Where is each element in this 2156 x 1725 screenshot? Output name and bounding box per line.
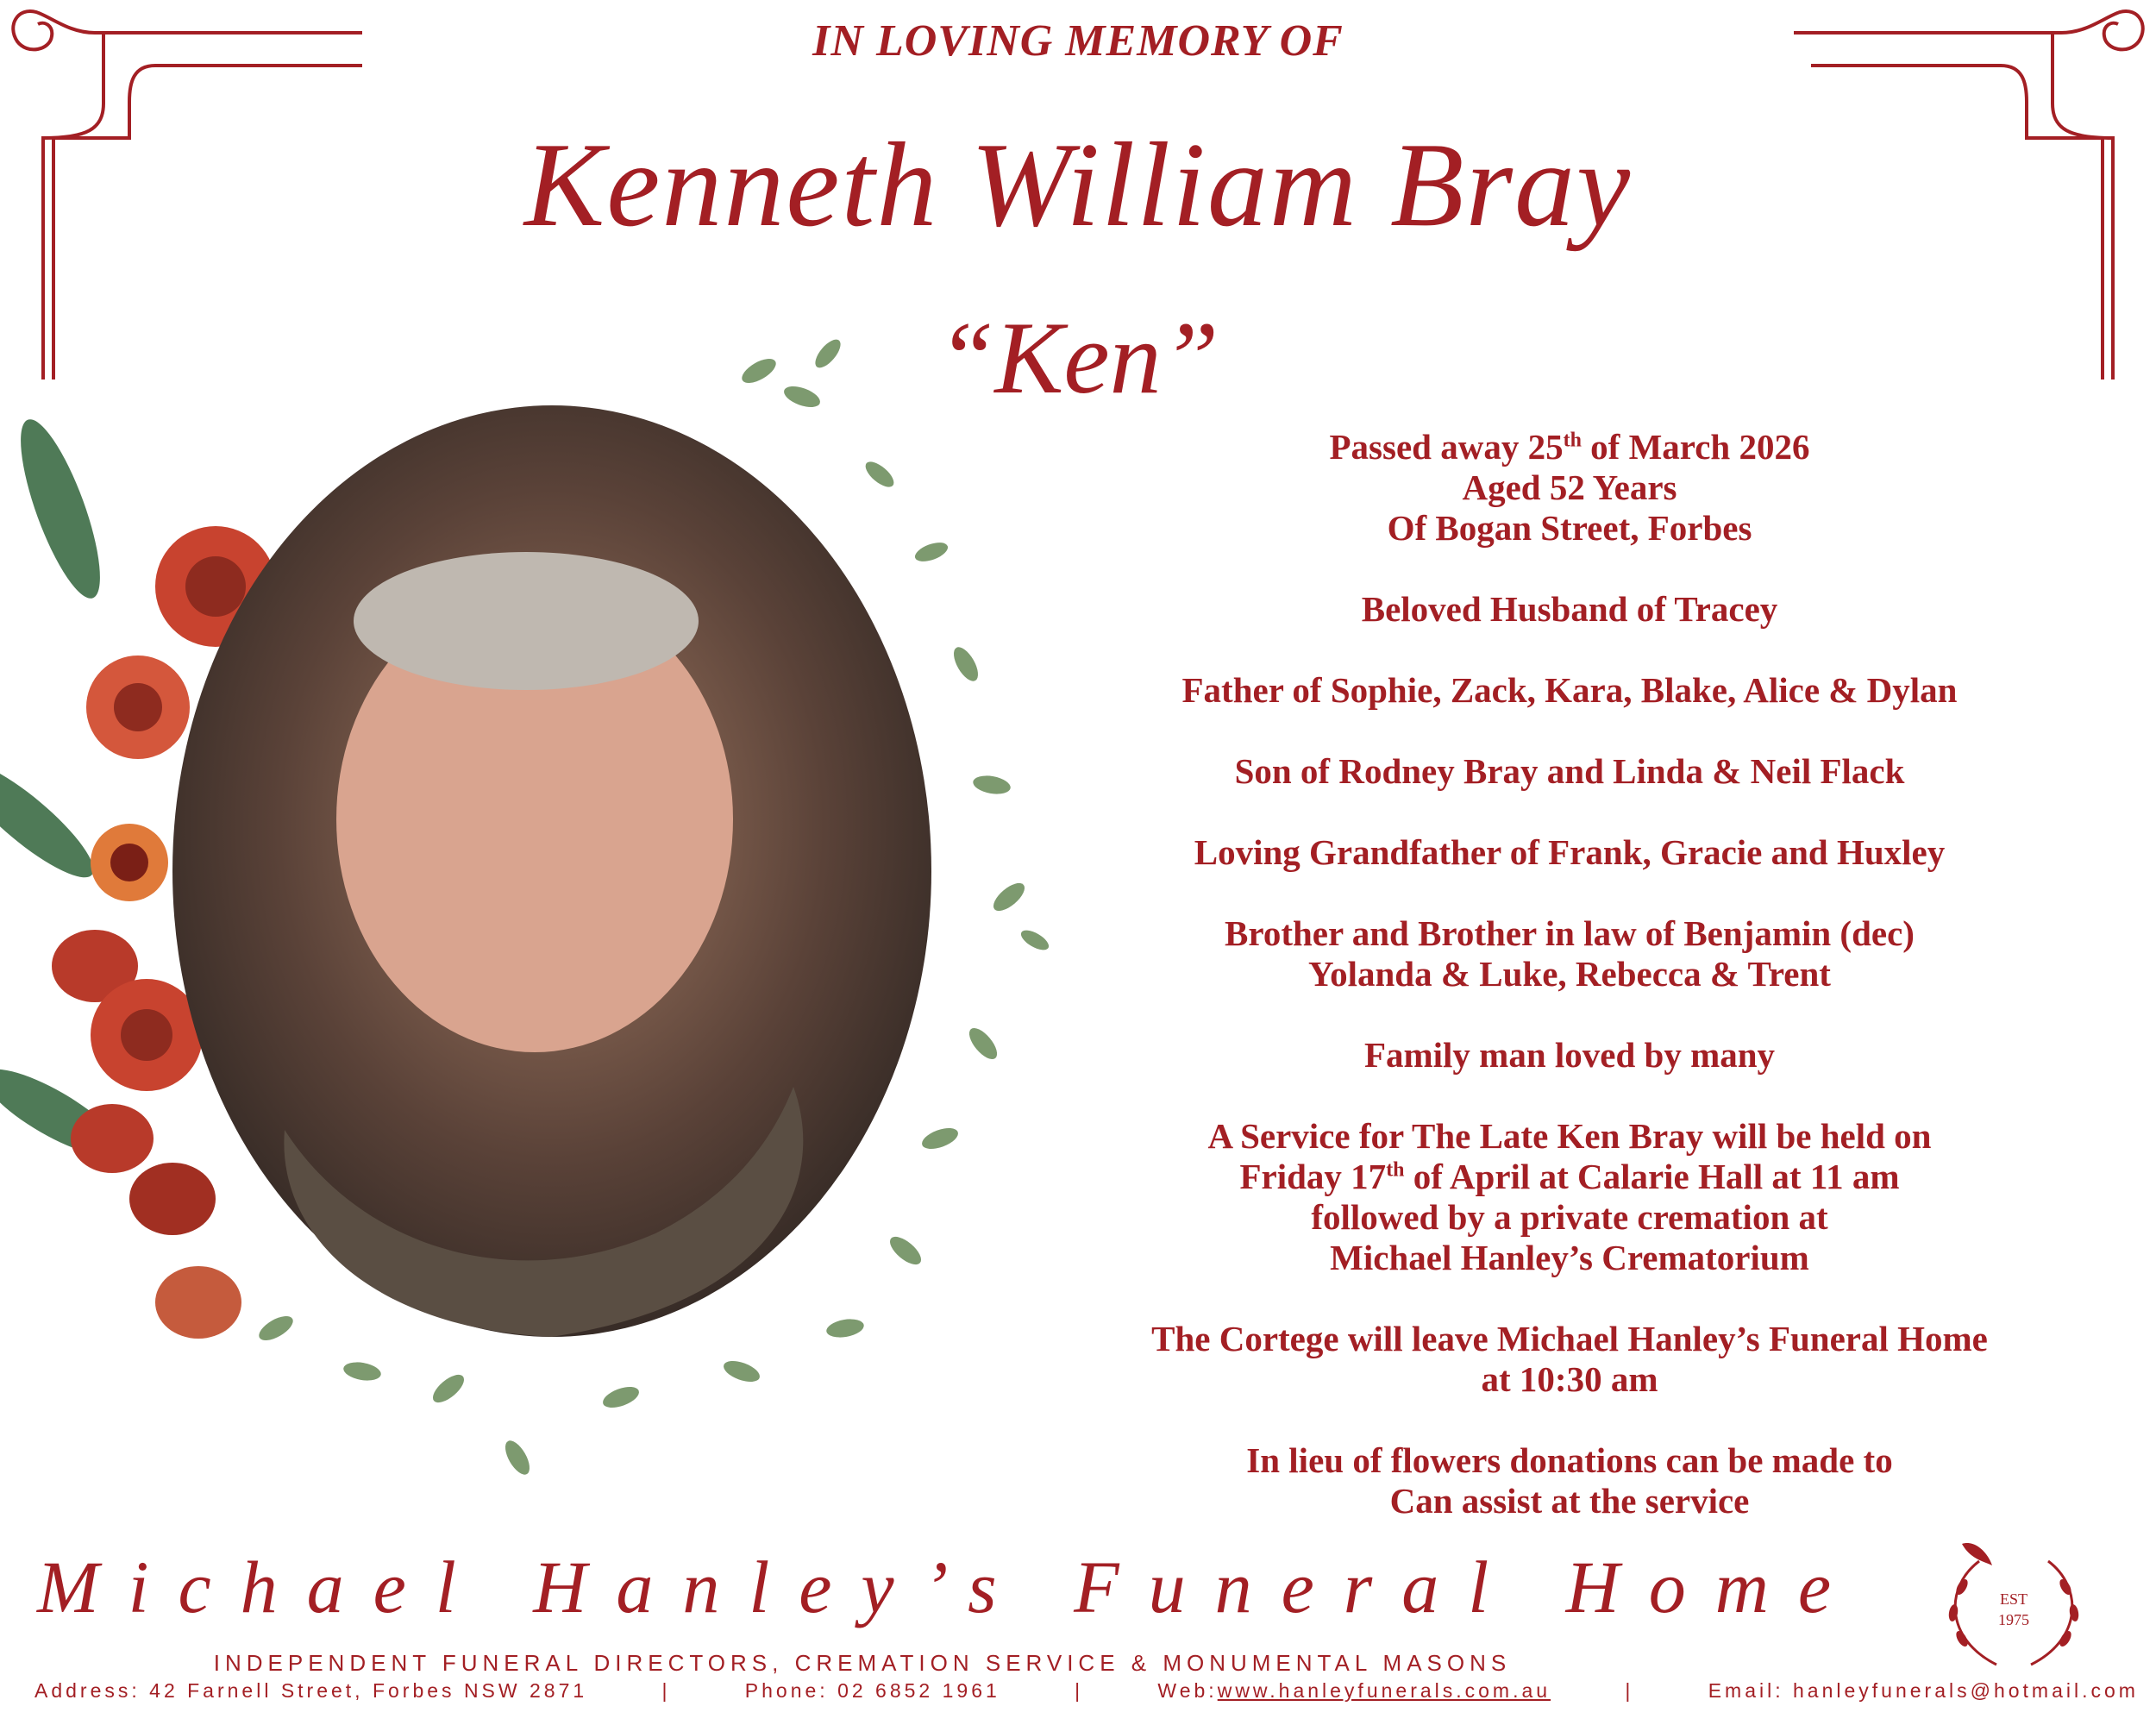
donation-line-1: In lieu of flowers donations can be made to (1246, 1440, 1893, 1480)
service-line-1: A Service for The Late Ken Bray will be held on (1207, 1116, 1932, 1156)
separator: | (1625, 1679, 1634, 1702)
passed-away-line: Passed away 25th of March 2026 (1329, 427, 1810, 467)
service-line-2: Friday 17th of April at Calarie Hall at 11 am (1239, 1157, 1900, 1196)
business-name: Michael Hanley’s Funeral Home (36, 1546, 1861, 1628)
husband-line: Beloved Husband of Tracey (1361, 589, 1778, 629)
logo-wreath (1927, 1535, 2100, 1682)
family-man-line: Family man loved by many (1363, 1035, 1776, 1075)
cortege-line-1: The Cortege will leave Michael Hanley’s Funeral Home (1151, 1319, 1988, 1358)
web-item (1157, 1679, 1551, 1703)
grandfather-line: Loving Grandfather of Frank, Gracie and Huxley (1194, 832, 1946, 872)
floral-wreath (0, 336, 1087, 1484)
father-line: Father of Sophie, Zack, Kara, Blake, Alice & Dylan (1181, 670, 1958, 710)
age-line: Aged 52 Years (1462, 467, 1677, 507)
memorial-heading: IN LOVING MEMORY OF (812, 16, 1344, 66)
brother-line-2: Yolanda & Luke, Rebecca & Trent (1308, 954, 1831, 994)
donation-line-2: Can assist at the service (1389, 1481, 1750, 1521)
notice-text (1069, 427, 2070, 1562)
logo-est: EST (1999, 1590, 2028, 1608)
address-text: Address: 42 Farnell Street, Forbes NSW 2871 (34, 1679, 588, 1702)
separator: | (661, 1679, 671, 1702)
deceased-nickname: “Ken” (937, 300, 1219, 415)
residence-line: Of Bogan Street, Forbes (1387, 508, 1752, 548)
web-label: Web: (1157, 1679, 1218, 1702)
son-line: Son of Rodney Bray and Linda & Neil Flack (1234, 751, 1905, 791)
website-link[interactable]: www.hanleyfunerals.com.au (1217, 1679, 1551, 1702)
business-services: INDEPENDENT FUNERAL DIRECTORS, CREMATION SERVICE & MONUMENTAL MASONS (213, 1650, 1512, 1676)
logo-year: 1975 (1998, 1611, 2029, 1628)
email-text[interactable]: Email: hanleyfunerals@hotmail.com (1708, 1679, 2139, 1702)
contact-bar (34, 1679, 2139, 1703)
cortege-line-2: at 10:30 am (1481, 1359, 1658, 1399)
separator: | (1075, 1679, 1084, 1702)
service-line-3: followed by a private cremation at (1311, 1197, 1828, 1237)
service-line-4: Michael Hanley’s Crematorium (1330, 1238, 1809, 1277)
brother-line-1: Brother and Brother in law of Benjamin (dec) (1225, 913, 1915, 953)
phone-text[interactable]: Phone: 02 6852 1961 (744, 1679, 1000, 1702)
deceased-full-name: Kenneth William Bray (523, 118, 1633, 252)
